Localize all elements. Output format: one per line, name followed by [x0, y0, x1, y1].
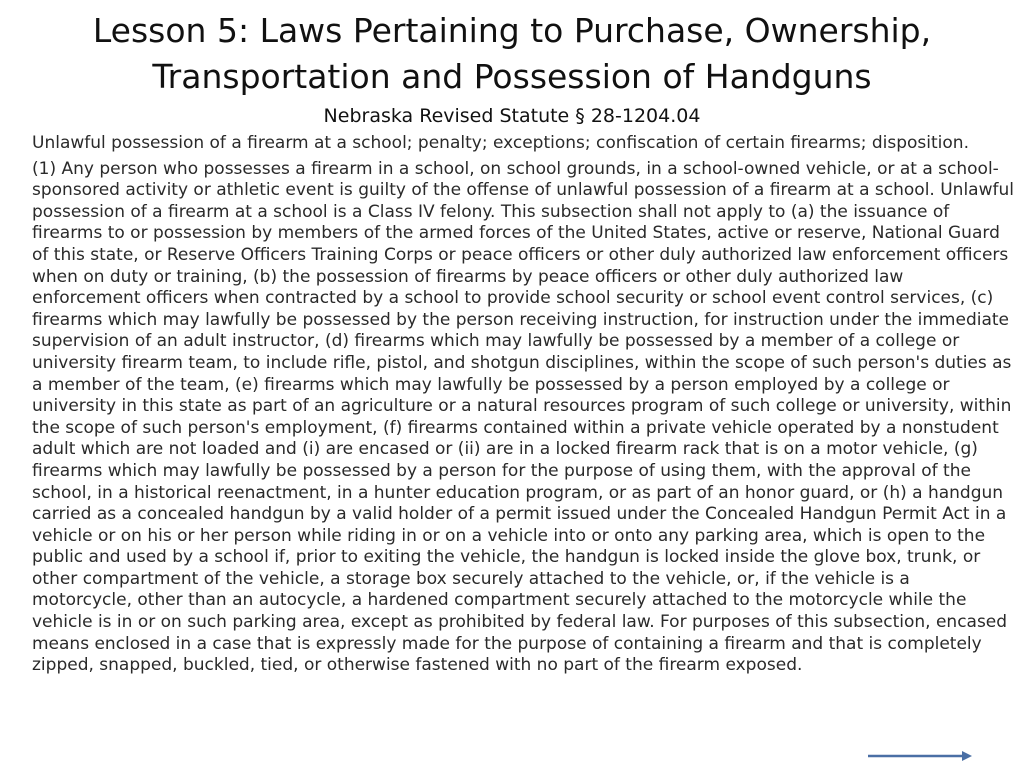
slide-title: Lesson 5: Laws Pertaining to Purchase, Ownership, Transportation and Possession of Handguns — [92, 11, 932, 96]
statute-body — [32, 133, 1014, 681]
statute-main-paragraph: (1) Any person who possesses a firearm in a school, on school grounds, in a school-owned vehicle, or at a school-sponsored activity or athletic event is guilty of the offense of unlawful possession of a firearm at a school. Unlawful possession of a firearm at a school is a Class IV felony. This subsection shall not apply to (a) the issuance of firearms to or possession by members of the armed forces of the United States, active or reserve, National Guard of this state, or Reserve Officers Training Corps or peace officers or other duly authorized law enforcement officers when on duty or training, (b) the possession of firearms by peace officers or other duly authorized law enforcement officers when contracted by a school to provide school security or school event control services, (c) firearms which may lawfully be possessed by the person receiving instruction, for instruction under the immediate supervision of an adult instructor, (d) firearms which may lawfully be possessed by a member of a college or university firearm team, to include rifle, pistol, and shotgun disciplines, within the scope of such person's duties as a member of the team, (e) firearms which may lawfully be possessed by a person employed by a college or university in this state as part of an agriculture or a natural resources program of such college or university, within the scope of such person's employment, (f) firearms contained within a private vehicle operated by a nonstudent adult which are not loaded and (i) are encased or (ii) are in a locked firearm rack that is on a motor vehicle, (g) firearms which may lawfully be possessed by a person for the purpose of using them, with the approval of the school, in a historical reenactment, in a hunter education program, or as part of an honor guard, or (h) a handgun carried as a concealed handgun by a valid holder of a permit issued under the Concealed Handgun Permit Act in a vehicle or on his or her person while riding in or on a vehicle into or onto any parking area, which is open to the public and used by a school if, prior to exiting the vehicle, the handgun is locked inside the glove box, trunk, or other compartment of the vehicle, a storage box securely attached to the vehicle, or, if the vehicle is a motorcycle, other than an autocycle, a hardened compartment securely attached to the motorcycle while the vehicle is in or on such parking area, except as prohibited by federal law. For purposes of this subsection, encased means enclosed in a case that is expressly made for the purpose of containing a firearm and that is completely zipped, snapped, buckled, tied, or otherwise fastened with no part of the firearm exposed. — [32, 158, 1014, 676]
statute-subtitle: Nebraska Revised Statute § 28-1204.04 — [323, 105, 701, 127]
arrow-right-icon[interactable] — [866, 748, 974, 764]
statute-heading-paragraph: Unlawful possession of a firearm at a school; penalty; exceptions; confiscation of certain firearms; disposition. — [32, 133, 969, 153]
